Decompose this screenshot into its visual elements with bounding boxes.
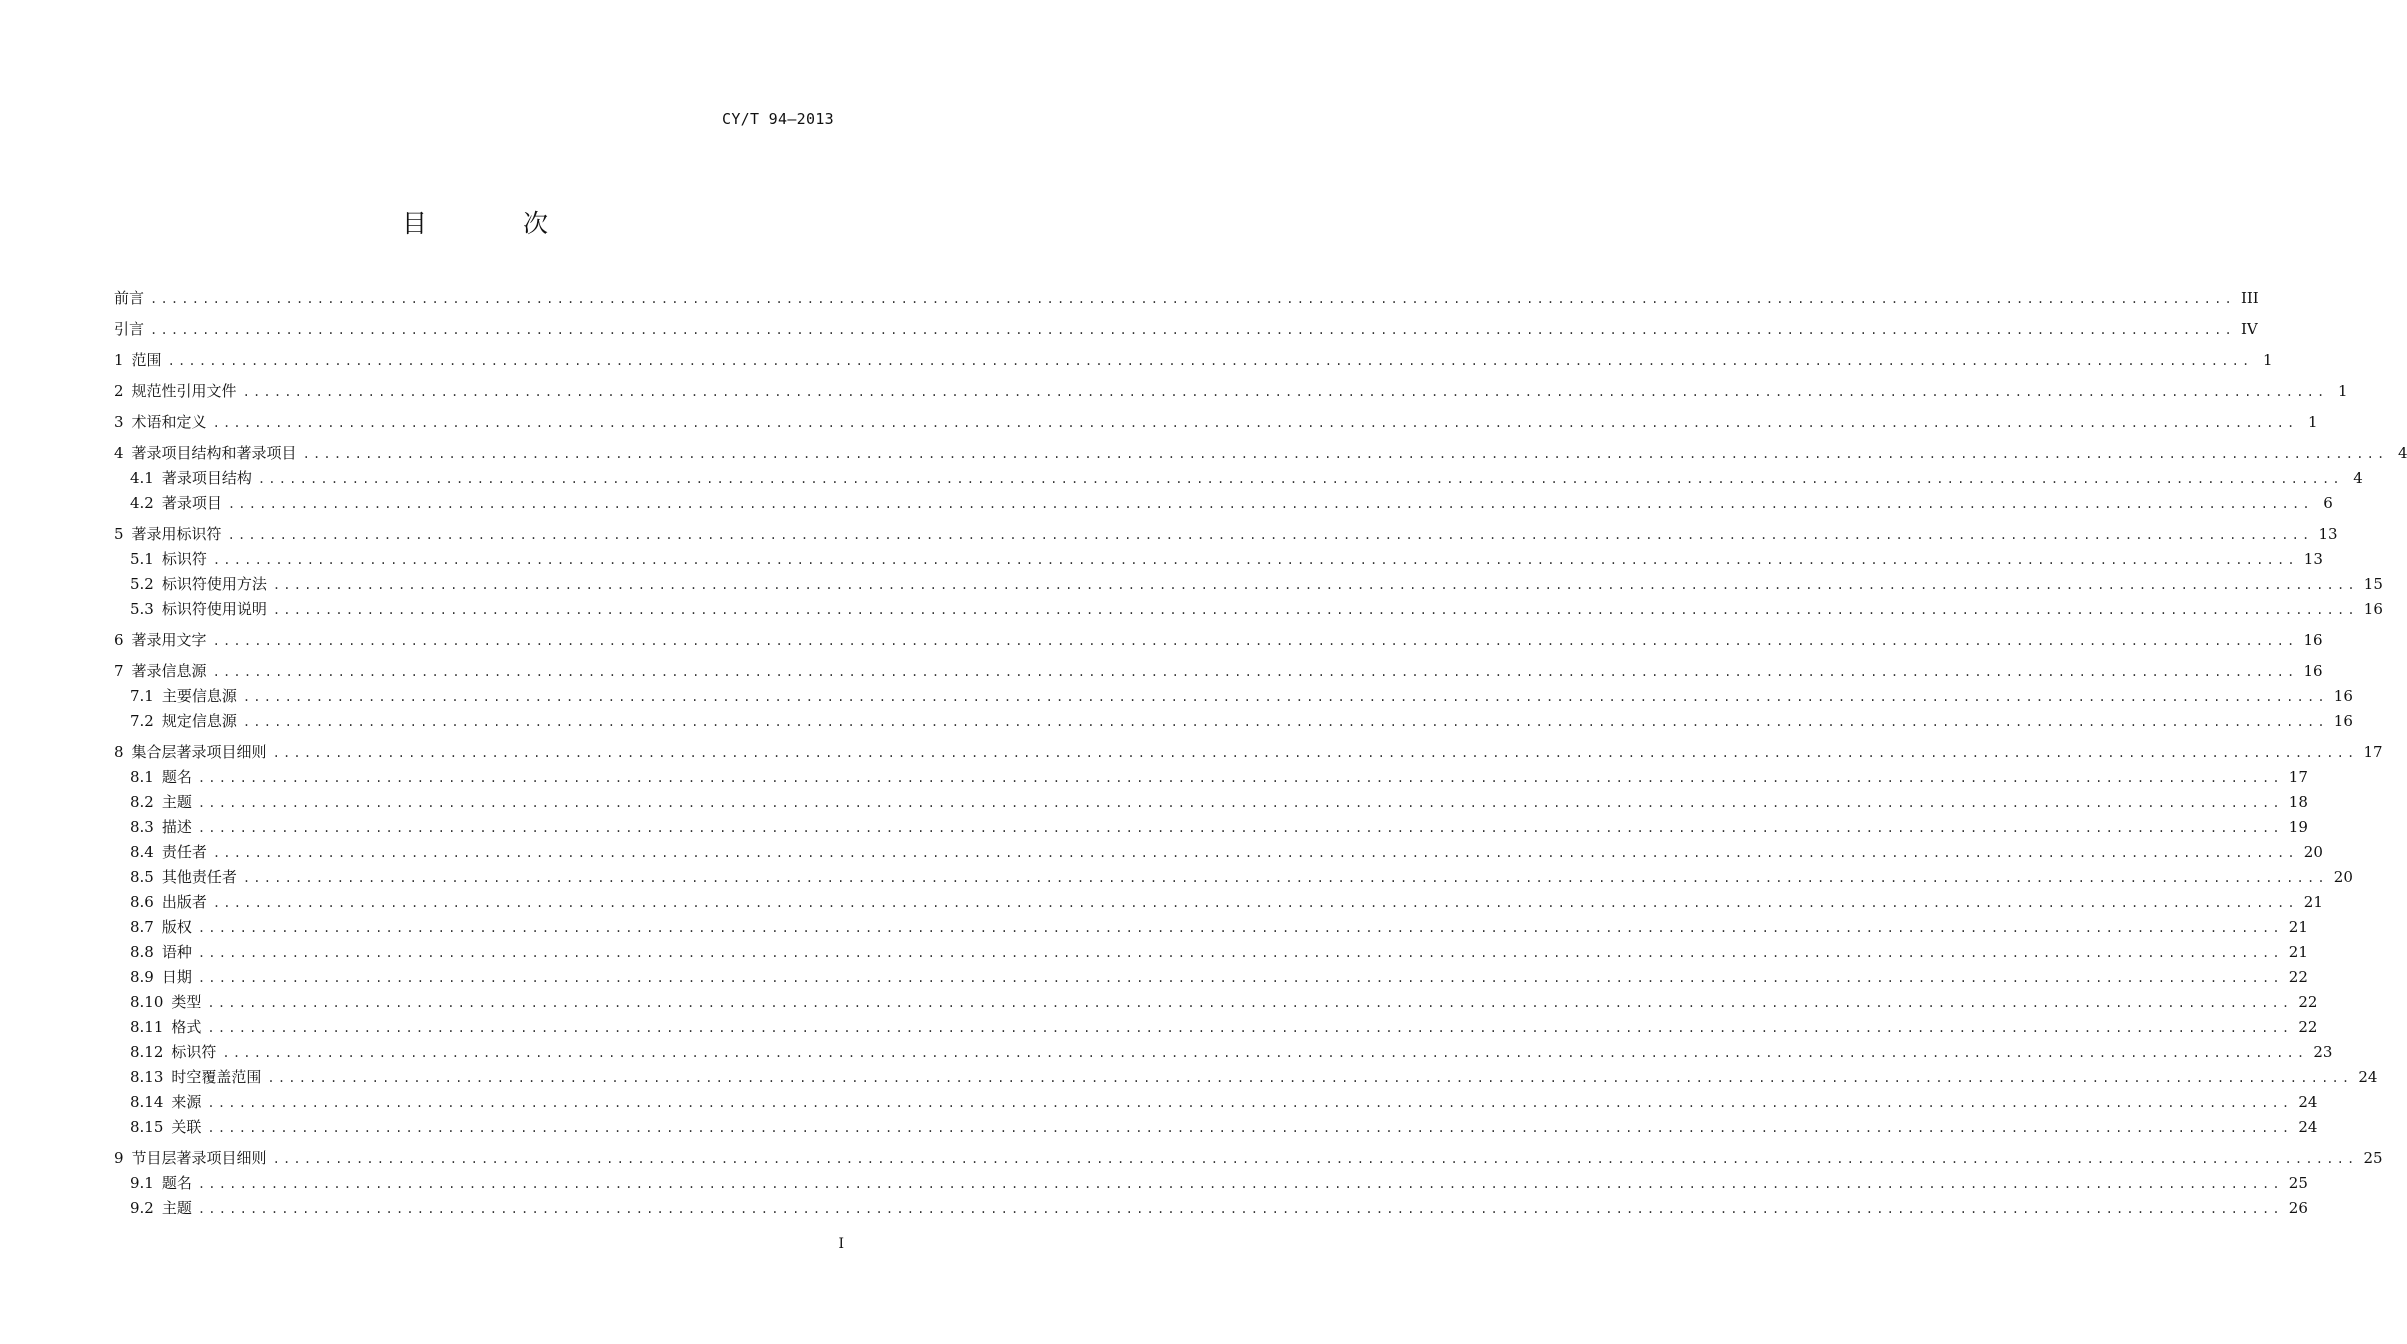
toc-entry-number: 7.2: [130, 712, 154, 730]
toc-entry-page: 17: [2288, 768, 2308, 786]
toc-entry-label: 描述: [161, 818, 192, 836]
toc-entry-label: 主要信息源: [161, 687, 237, 705]
toc-leader-dots: ........................................................................................................................................................................................................: [272, 1152, 2358, 1166]
toc-entry-number: 8.3: [130, 818, 154, 836]
toc-leader-dots: ........................................................................................................................................................................................................: [197, 946, 2283, 960]
toc-entry-label: 前言: [114, 289, 145, 307]
toc-entry-label: 题名: [161, 1174, 192, 1192]
toc-leader-dots: ........................................................................................................................................................................................................: [207, 1096, 2293, 1110]
toc-entry-page: IV: [2240, 320, 2258, 338]
toc-entry[interactable]: [114, 684, 2353, 709]
toc-entry-number: 8: [114, 743, 124, 761]
toc-entry-number: 8.5: [130, 868, 154, 886]
toc-entry-label: 格式: [171, 1018, 202, 1036]
toc-entry-page: 16: [2333, 687, 2353, 705]
toc-entry-label: 版权: [161, 918, 192, 936]
toc-entry[interactable]: [114, 491, 2333, 516]
toc-entry-page: 21: [2288, 918, 2308, 936]
toc-entry-number: 5: [114, 525, 124, 543]
toc-entry-number: 8.11: [130, 1018, 164, 1036]
toc-entry-number: 7: [114, 662, 124, 680]
toc-entry-page: 13: [2318, 525, 2338, 543]
toc-entry[interactable]: [114, 410, 2318, 435]
toc-leader-dots: ........................................................................................................................................................................................................: [272, 578, 2358, 592]
toc-entry-number: 4.2: [130, 494, 154, 512]
toc-entry[interactable]: [114, 1090, 2318, 1115]
toc-entry-page: 1: [2262, 351, 2273, 369]
toc-entry-page: 20: [2303, 843, 2323, 861]
toc-entry-page: III: [2240, 289, 2259, 307]
toc-leader-dots: ........................................................................................................................................................................................................: [197, 1202, 2283, 1216]
toc-entry-page: 22: [2288, 968, 2308, 986]
toc-entry-number: 6: [114, 631, 124, 649]
toc-entry[interactable]: [114, 990, 2318, 1015]
toc-entry[interactable]: [114, 865, 2353, 890]
toc-entry-label: 著录用文字: [131, 631, 207, 649]
toc-entry[interactable]: [114, 1146, 2383, 1171]
toc-leader-dots: ........................................................................................................................................................................................................: [207, 996, 2293, 1010]
toc-entry-page: 26: [2288, 1199, 2308, 1217]
toc-entry-label: 责任者: [161, 843, 207, 861]
toc-entry-label: 著录项目结构和著录项目: [131, 444, 297, 462]
toc-entry-page: 19: [2288, 818, 2308, 836]
toc-leader-dots: ........................................................................................................................................................................................................: [227, 497, 2313, 511]
toc-entry-number: 7.1: [130, 687, 154, 705]
toc-leader-dots: ........................................................................................................................................................................................................: [242, 871, 2328, 885]
toc-entry[interactable]: [114, 890, 2323, 915]
toc-entry-label: 语种: [161, 943, 192, 961]
toc-entry-number: 9: [114, 1149, 124, 1167]
toc-entry[interactable]: [114, 1040, 2333, 1065]
toc-leader-dots: ........................................................................................................................................................................................................: [227, 528, 2313, 542]
toc-entry-label: 题名: [161, 768, 192, 786]
toc-entry[interactable]: [114, 709, 2353, 734]
toc-leader-dots: ........................................................................................................................................................................................................: [150, 292, 2235, 306]
toc-entry-label: 著录信息源: [131, 662, 207, 680]
toc-entry[interactable]: [114, 522, 2338, 547]
toc-entry-page: 18: [2288, 793, 2308, 811]
toc-leader-dots: ........................................................................................................................................................................................................: [212, 634, 2298, 648]
toc-leader-dots: ........................................................................................................................................................................................................: [197, 921, 2283, 935]
toc-entry[interactable]: [114, 790, 2308, 815]
toc-entry[interactable]: [114, 659, 2323, 684]
toc-entry-label: 来源: [171, 1093, 202, 1111]
toc-entry[interactable]: [114, 286, 2259, 311]
toc-leader-dots: ........................................................................................................................................................................................................: [207, 1121, 2293, 1135]
toc-entry-number: 8.14: [130, 1093, 164, 1111]
toc-entry[interactable]: [114, 1015, 2318, 1040]
toc-entry-label: 类型: [171, 993, 202, 1011]
toc-entry-page: 16: [2363, 600, 2383, 618]
toc-entry-page: 15: [2363, 575, 2383, 593]
toc-entry[interactable]: [114, 815, 2308, 840]
toc-entry-page: 25: [2288, 1174, 2308, 1192]
toc-leader-dots: ........................................................................................................................................................................................................: [197, 771, 2283, 785]
toc-leader-dots: ........................................................................................................................................................................................................: [197, 971, 2283, 985]
toc-entry[interactable]: [114, 379, 2348, 404]
footer-page-number: I: [838, 1236, 844, 1252]
toc-entry[interactable]: [114, 740, 2383, 765]
toc-entry-page: 6: [2323, 494, 2333, 512]
toc-entry[interactable]: [114, 547, 2323, 572]
toc-entry[interactable]: [114, 572, 2383, 597]
toc-entry-label: 规范性引用文件: [131, 382, 237, 400]
toc-entry-page: 16: [2303, 631, 2323, 649]
toc-entry[interactable]: [114, 466, 2363, 491]
toc-entry-label: 著录用标识符: [131, 525, 222, 543]
toc-entry[interactable]: [114, 597, 2383, 622]
toc-entry[interactable]: [114, 628, 2323, 653]
toc-entry-number: 8.1: [130, 768, 154, 786]
toc-entry-label: 标识符使用说明: [161, 600, 267, 618]
toc-entry-label: 规定信息源: [161, 712, 237, 730]
toc-entry-label: 时空覆盖范围: [171, 1068, 262, 1086]
toc-entry-page: 21: [2288, 943, 2308, 961]
toc-leader-dots: ........................................................................................................................................................................................................: [272, 603, 2358, 617]
toc-entry[interactable]: [114, 441, 2407, 466]
toc-entry[interactable]: [114, 1196, 2308, 1221]
toc-entry-number: 5.1: [130, 550, 154, 568]
toc-entry[interactable]: [114, 965, 2308, 990]
toc-entry-label: 主题: [161, 793, 192, 811]
toc-entry-page: 22: [2298, 1018, 2318, 1036]
page-title: 目 次: [402, 209, 592, 238]
toc-leader-dots: ........................................................................................................................................................................................................: [197, 821, 2283, 835]
toc-entry-label: 著录项目: [161, 494, 222, 512]
toc-entry-label: 引言: [114, 320, 145, 338]
toc-entry-number: 8.9: [130, 968, 154, 986]
toc-entry-number: 4.1: [130, 469, 154, 487]
toc-entry-number: 9.1: [130, 1174, 154, 1192]
toc-entry-page: 24: [2298, 1118, 2318, 1136]
toc-leader-dots: ........................................................................................................................................................................................................: [197, 1177, 2283, 1191]
toc-leader-dots: ........................................................................................................................................................................................................: [212, 665, 2298, 679]
toc-leader-dots: ........................................................................................................................................................................................................: [212, 846, 2298, 860]
toc-leader-dots: ........................................................................................................................................................................................................: [222, 1046, 2308, 1060]
toc-entry[interactable]: [114, 1115, 2318, 1140]
toc-entry-label: 出版者: [161, 893, 207, 911]
toc-entry-page: 13: [2303, 550, 2323, 568]
toc-entry-page: 1: [2337, 382, 2348, 400]
toc-entry-label: 日期: [161, 968, 192, 986]
toc-entry-label: 主题: [161, 1199, 192, 1217]
toc-entry-page: 16: [2333, 712, 2353, 730]
toc-leader-dots: ........................................................................................................................................................................................................: [167, 354, 2253, 368]
toc-entry-page: 22: [2298, 993, 2318, 1011]
toc-entry-number: 5.2: [130, 575, 154, 593]
toc-entry-label: 其他责任者: [161, 868, 237, 886]
toc-entry-page: 23: [2313, 1043, 2333, 1061]
toc-entry[interactable]: [114, 940, 2308, 965]
toc-entry[interactable]: [114, 1065, 2378, 1090]
toc-entry-page: 16: [2303, 662, 2323, 680]
toc-entry-number: 8.13: [130, 1068, 164, 1086]
toc-leader-dots: ........................................................................................................................................................................................................: [150, 323, 2235, 337]
toc-entry-number: 8.12: [130, 1043, 164, 1061]
toc-entry-number: 8.4: [130, 843, 154, 861]
toc-entry-page: 17: [2363, 743, 2383, 761]
toc-leader-dots: ........................................................................................................................................................................................................: [207, 1021, 2293, 1035]
toc-entry-number: 4: [114, 444, 124, 462]
toc-entry-page: 21: [2303, 893, 2323, 911]
toc-entry-page: 20: [2333, 868, 2353, 886]
toc-leader-dots: ........................................................................................................................................................................................................: [272, 746, 2358, 760]
toc-entry-label: 标识符使用方法: [161, 575, 267, 593]
toc-entry-label: 关联: [171, 1118, 202, 1136]
toc-entry-page: 24: [2358, 1068, 2378, 1086]
toc-entry-number: 8.8: [130, 943, 154, 961]
toc-entry[interactable]: [114, 840, 2323, 865]
toc-entry-number: 8.7: [130, 918, 154, 936]
toc-entry-label: 节目层著录项目细则: [131, 1149, 267, 1167]
toc-entry-page: 1: [2307, 413, 2318, 431]
toc-leader-dots: ........................................................................................................................................................................................................: [212, 896, 2298, 910]
toc-entry-number: 8.6: [130, 893, 154, 911]
toc-entry[interactable]: [114, 765, 2308, 790]
toc-entry-label: 标识符: [171, 1043, 217, 1061]
toc-entry-number: 8.2: [130, 793, 154, 811]
toc-entry-page: 4: [2397, 444, 2407, 462]
toc-entry[interactable]: [114, 915, 2308, 940]
toc-leader-dots: ........................................................................................................................................................................................................: [242, 715, 2328, 729]
standard-code: CY/T 94—2013: [722, 110, 834, 128]
toc-leader-dots: ........................................................................................................................................................................................................: [242, 690, 2328, 704]
table-of-contents: [114, 286, 2407, 1221]
toc-entry-label: 范围: [131, 351, 162, 369]
toc-entry-number: 2: [114, 382, 124, 400]
toc-entry-number: 8.15: [130, 1118, 164, 1136]
toc-leader-dots: ........................................................................................................................................................................................................: [242, 385, 2328, 399]
toc-entry-page: 25: [2363, 1149, 2383, 1167]
toc-entry-label: 著录项目结构: [161, 469, 252, 487]
toc-entry[interactable]: [114, 348, 2273, 373]
toc-leader-dots: ........................................................................................................................................................................................................: [302, 447, 2388, 461]
toc-entry-page: 24: [2298, 1093, 2318, 1111]
toc-leader-dots: ........................................................................................................................................................................................................: [267, 1071, 2353, 1085]
toc-leader-dots: ........................................................................................................................................................................................................: [212, 416, 2298, 430]
toc-entry-label: 集合层著录项目细则: [131, 743, 267, 761]
toc-entry-page: 4: [2353, 469, 2363, 487]
toc-entry[interactable]: [114, 317, 2258, 342]
toc-entry-number: 1: [114, 351, 124, 369]
toc-leader-dots: ........................................................................................................................................................................................................: [212, 553, 2298, 567]
toc-entry-number: 8.10: [130, 993, 164, 1011]
toc-entry-number: 9.2: [130, 1199, 154, 1217]
toc-entry-number: 3: [114, 413, 124, 431]
toc-entry-number: 5.3: [130, 600, 154, 618]
toc-leader-dots: ........................................................................................................................................................................................................: [197, 796, 2283, 810]
toc-entry-label: 术语和定义: [131, 413, 207, 431]
toc-entry[interactable]: [114, 1171, 2308, 1196]
toc-entry-label: 标识符: [161, 550, 207, 568]
toc-leader-dots: ........................................................................................................................................................................................................: [257, 472, 2343, 486]
